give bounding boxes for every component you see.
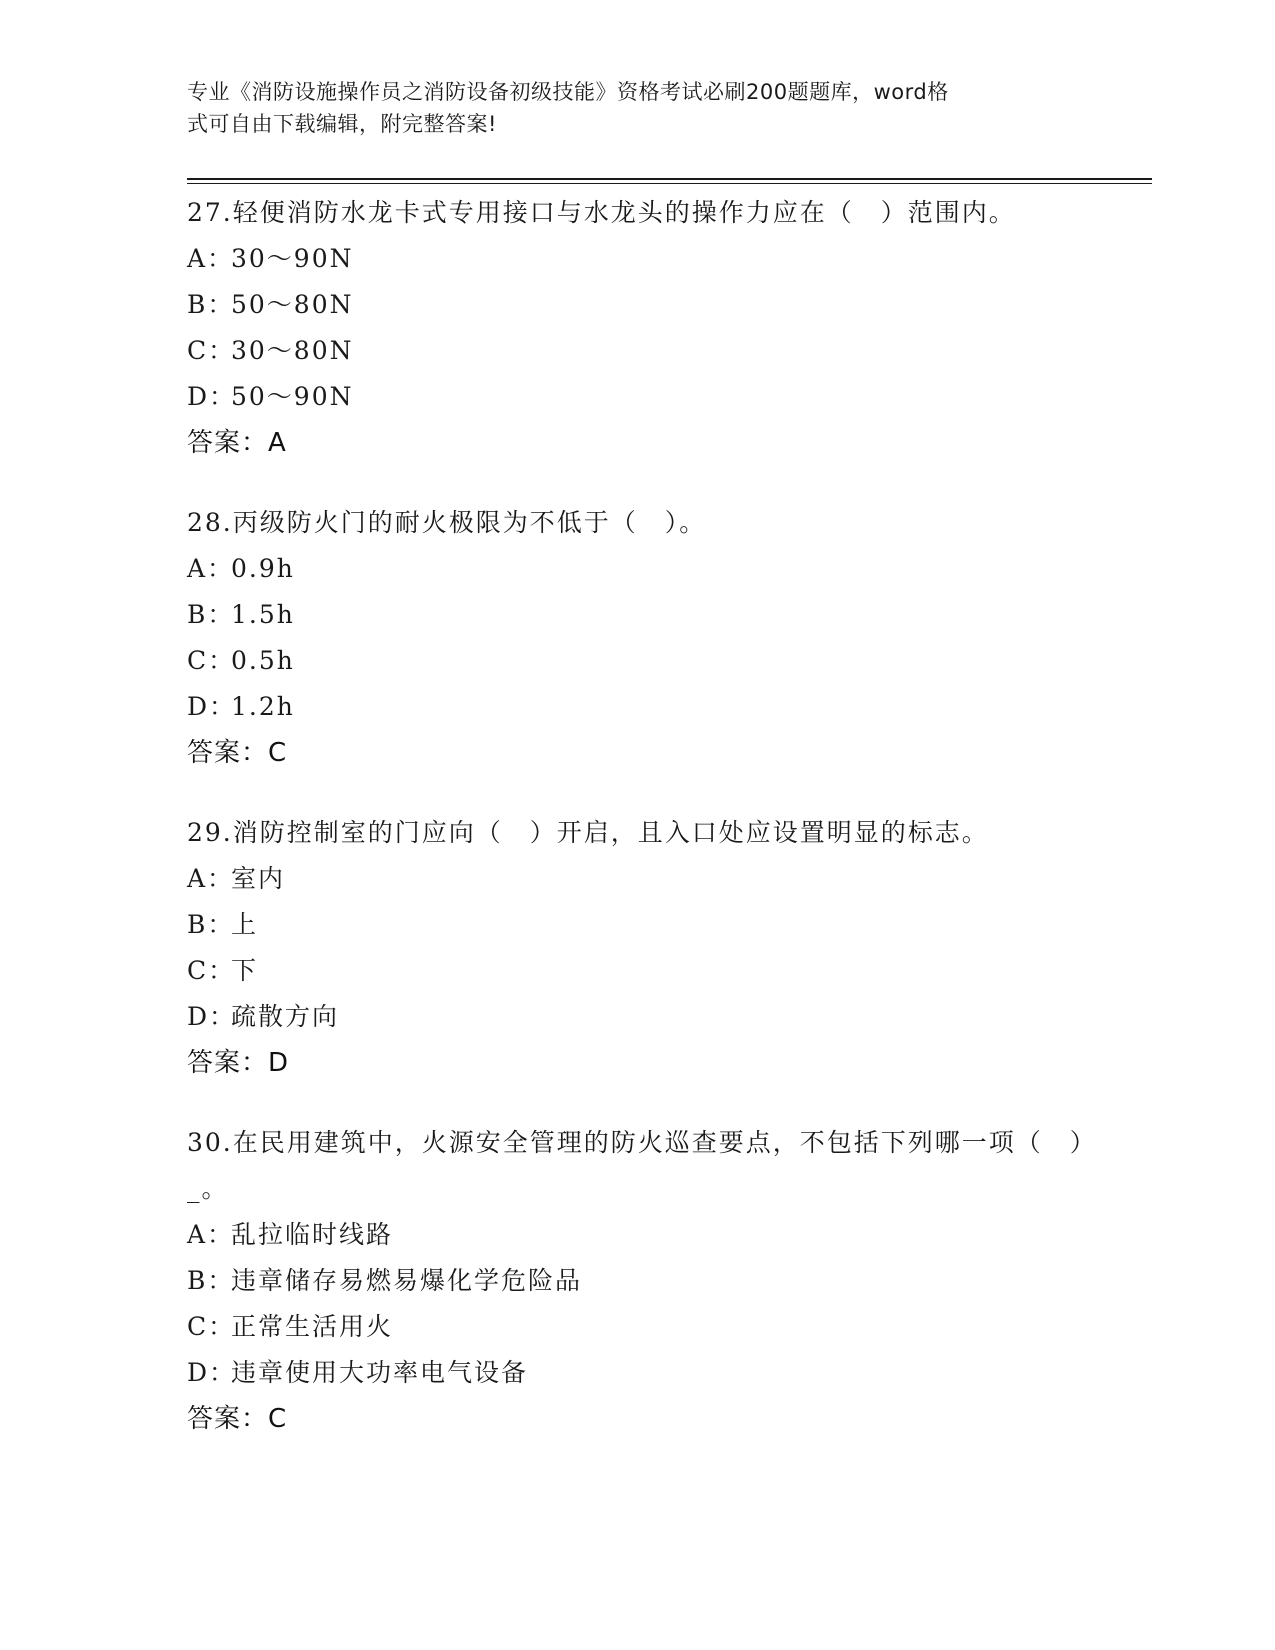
option-a [187,856,1087,902]
question-stem: 28.丙级防火门的耐火极限为不低于（ ）。 [187,508,707,537]
question-29 [187,810,1087,1086]
option-a [187,236,1087,282]
question-28 [187,500,1087,776]
option-b [187,282,1087,328]
option-text: 50～80N [231,290,354,319]
option-text: 1.2h [231,692,295,721]
option-letter: C： [187,646,236,675]
option-text: 违章使用大功率电气设备 [231,1358,529,1387]
option-letter: A： [187,554,235,583]
option-b [187,592,1087,638]
question-list [187,190,1087,1476]
header-line-1: 专业《消防设施操作员之消防设备初级技能》资格考试必刷200题题库，word格 [187,80,949,104]
option-b [187,1258,1087,1304]
answer-line: 答案：A [187,428,287,458]
option-d [187,684,1087,730]
option-letter: C： [187,956,236,985]
option-c [187,1304,1087,1350]
question-30 [187,1120,1087,1442]
option-text: 0.9h [231,554,295,583]
option-text: 30～80N [231,336,354,365]
option-c [187,948,1087,994]
option-text: 50～90N [231,382,354,411]
option-text: 乱拉临时线路 [231,1220,394,1249]
option-letter: B： [187,290,235,319]
option-c [187,328,1087,374]
option-letter: D： [187,1358,237,1387]
option-letter: D： [187,382,237,411]
option-a [187,1212,1087,1258]
option-text: 违章储存易燃易爆化学危险品 [231,1266,583,1295]
option-d [187,374,1087,420]
header-line-2: 式可自由下载编辑，附完整答案! [187,112,497,136]
header-divider-thick [187,178,1152,180]
option-c [187,638,1087,684]
answer-line: 答案：C [187,1404,288,1434]
option-letter: B： [187,910,235,939]
option-letter: A： [187,1220,235,1249]
option-letter: C： [187,336,236,365]
option-a [187,546,1087,592]
option-text: 正常生活用火 [231,1312,394,1341]
option-text: 室内 [231,864,286,893]
question-stem: 30.在民用建筑中，火源安全管理的防火巡查要点，不包括下列哪一项（ ）_。 [187,1128,1085,1203]
question-stem: 27.轻便消防水龙卡式专用接口与水龙头的操作力应在（ ）范围内。 [187,198,1016,227]
option-text: 1.5h [231,600,295,629]
option-text: 上 [231,910,259,939]
option-letter: D： [187,1002,237,1031]
document-header [187,76,1067,140]
option-d [187,1350,1087,1396]
question-stem: 29.消防控制室的门应向（ ）开启，且入口处应设置明显的标志。 [187,818,989,847]
option-letter: C： [187,1312,236,1341]
option-letter: B： [187,1266,235,1295]
option-letter: B： [187,600,235,629]
option-text: 下 [231,956,259,985]
answer-line: 答案：C [187,738,288,768]
option-b [187,902,1087,948]
option-letter: D： [187,692,237,721]
option-text: 0.5h [231,646,295,675]
option-letter: A： [187,244,235,273]
question-27 [187,190,1087,466]
answer-line: 答案：D [187,1048,290,1078]
header-divider-thin [187,183,1152,184]
option-letter: A： [187,864,235,893]
option-d [187,994,1087,1040]
option-text: 30～90N [231,244,354,273]
option-text: 疏散方向 [231,1002,340,1031]
